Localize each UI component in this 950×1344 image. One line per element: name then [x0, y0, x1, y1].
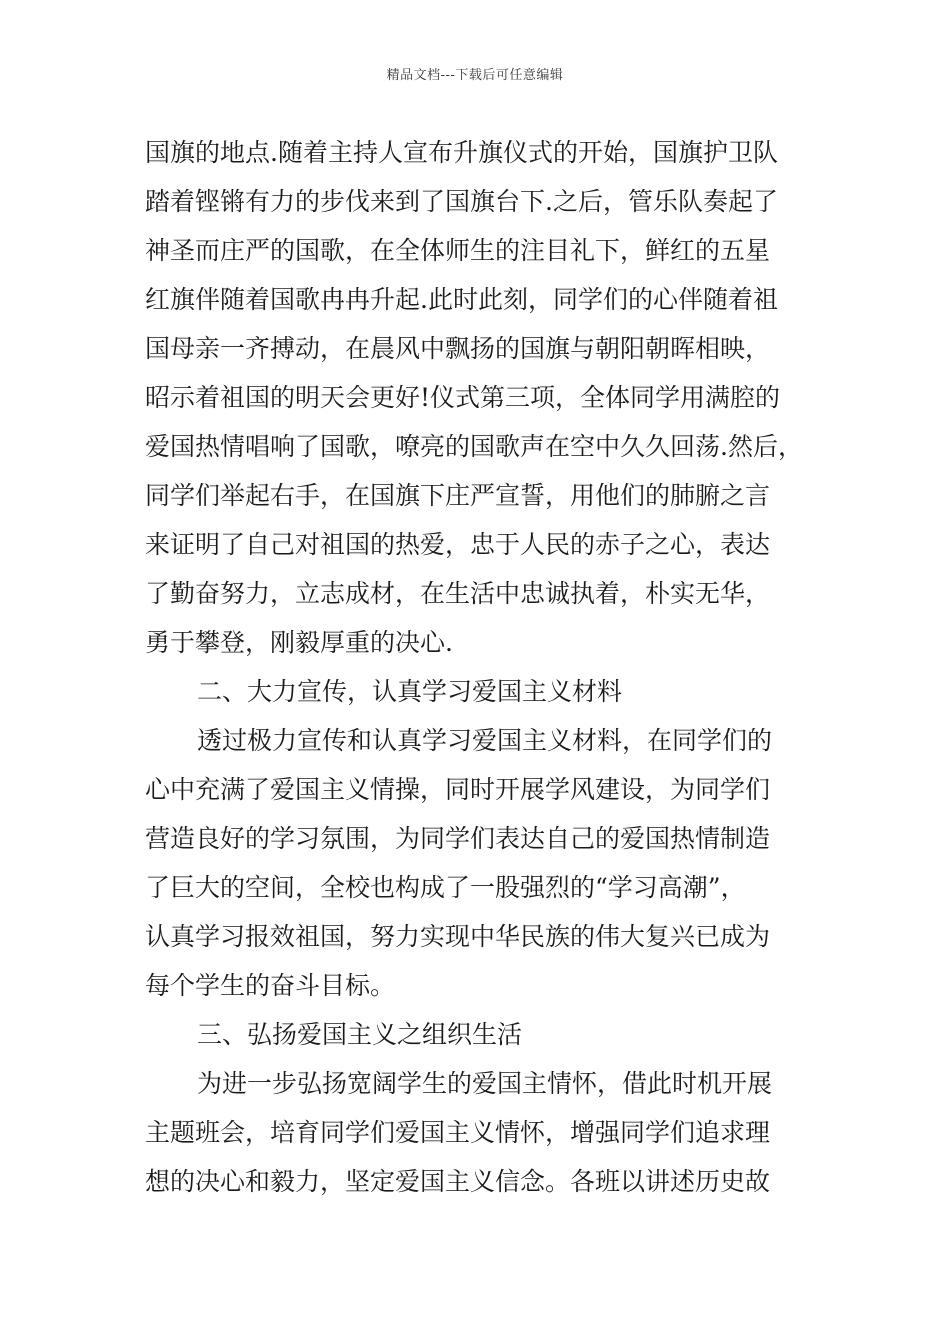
- text-line: 了勤奋努力，立志成材，在生活中忠诚执着，朴实无华，: [145, 579, 771, 608]
- text-line: 营造良好的学习氛围，为同学们表达自己的爱国热情制造: [145, 824, 771, 853]
- text-line: 主题班会，培育同学们爱国主义情怀，增强同学们追求理: [145, 1118, 771, 1147]
- text-line: 想的决心和毅力，坚定爱国主义信念。各班以讲述历史故: [145, 1167, 771, 1196]
- text-line: 认真学习报效祖国，努力实现中华民族的伟大复兴已成为: [145, 922, 771, 951]
- paragraph-start-line: 透过极力宣传和认真学习爱国主义材料，在同学们的: [197, 726, 773, 755]
- text-line: 红旗伴随着国歌冉冉升起.此时此刻，同学们的心伴随着祖: [145, 285, 778, 314]
- text-line: 国旗的地点.随着主持人宣布升旗仪式的开始，国旗护卫队: [145, 138, 778, 167]
- section-heading: 三、弘扬爱国主义之组织生活: [197, 1020, 523, 1049]
- text-line: 踏着铿锵有力的步伐来到了国旗台下.之后，管乐队奏起了: [145, 187, 778, 216]
- text-line: 爱国热情唱响了国歌，嘹亮的国歌声在空中久久回荡.然后，: [145, 432, 803, 461]
- text-line: 昭示着祖国的明天会更好!仪式第三项，全体同学用满腔的: [145, 383, 781, 412]
- text-line: 同学们举起右手，在国旗下庄严宣誓，用他们的肺腑之言: [145, 481, 771, 510]
- page-header: 精品文档---下载后可任意编辑: [386, 68, 564, 83]
- text-line: 每个学生的奋斗目标。: [145, 971, 396, 1000]
- text-line: 勇于攀登，刚毅厚重的决心.: [145, 628, 453, 657]
- text-line: 国母亲一齐搏动，在晨风中飘扬的国旗与朝阳朝晖相映，: [145, 334, 771, 363]
- paragraph-start-line: 为进一步弘扬宽阔学生的爱国主情怀，借此时机开展: [197, 1069, 773, 1098]
- text-line: 了巨大的空间，全校也构成了一股强烈的“学习高潮”，: [145, 873, 746, 902]
- text-line: 来证明了自己对祖国的热爱，忠于人民的赤子之心，表达: [145, 530, 771, 559]
- section-heading: 二、大力宣传，认真学习爱国主义材料: [197, 677, 623, 706]
- document-body: [145, 128, 825, 1206]
- text-line: 心中充满了爱国主义情操，同时开展学风建设，为同学们: [145, 775, 771, 804]
- text-line: 神圣而庄严的国歌，在全体师生的注目礼下，鲜红的五星: [145, 236, 771, 265]
